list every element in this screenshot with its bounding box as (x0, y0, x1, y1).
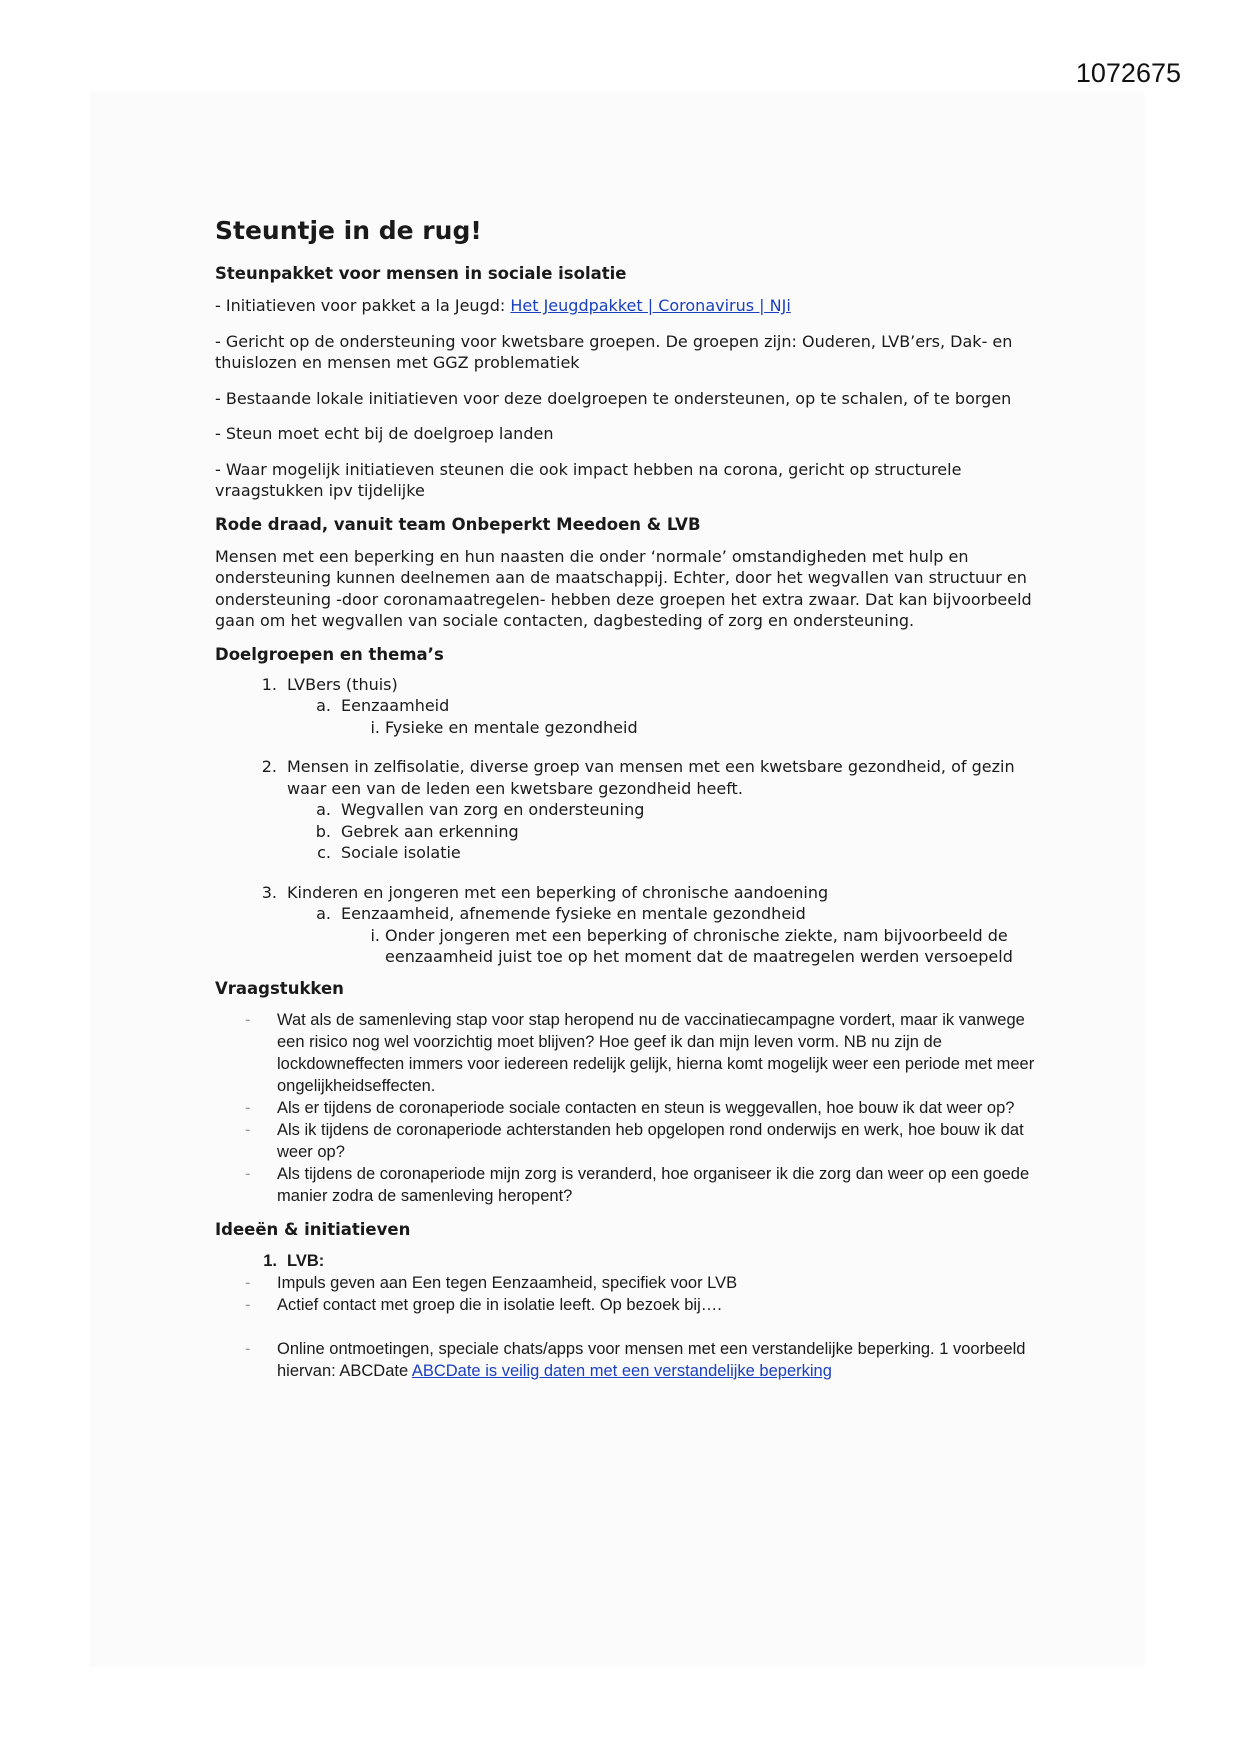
list-marker: 1. (263, 1251, 277, 1270)
list-marker: i. (370, 925, 380, 945)
heading-vraagstukken: Vraagstukken (215, 978, 344, 998)
list-marker: a. (316, 800, 331, 819)
list-dash: - (245, 1339, 251, 1358)
list-item (309, 903, 1045, 925)
list-item (309, 842, 1045, 864)
paragraph-gericht: - Gericht op de ondersteuning voor kwetsbare groepen. De groepen zijn: Ouderen, LVB’ers, Dak- en thuislozen en mensen met GGZ problematiek (215, 331, 1013, 372)
document-number: 1072675 (1075, 58, 1181, 88)
list-text: Onder jongeren met een beperking of chronische ziekte, nam bijvoorbeeld de eenzaamheid juist toe op het moment dat de maatregelen werden versoepeld (385, 925, 1013, 966)
list-item (245, 1009, 1045, 1097)
list-dash: - (245, 1120, 251, 1139)
heading-rode-draad: Rode draad, vanuit team Onbeperkt Meedoen & LVB (215, 514, 701, 534)
list-text: LVB: (287, 1251, 325, 1270)
list-dash: - (245, 1295, 251, 1314)
list-item (245, 1338, 1045, 1382)
list-text: Wegvallen van zorg en ondersteuning (341, 800, 645, 819)
paragraph-text: - Initiatieven voor pakket a la Jeugd: (215, 296, 511, 315)
list-dash: - (245, 1010, 251, 1029)
list-marker: 2. (261, 757, 277, 776)
list-marker: c. (317, 843, 331, 862)
heading-ideeen: Ideeën & initiatieven (215, 1219, 411, 1239)
list-text: Wat als de samenleving stap voor stap heropend nu de vaccinatiecampagne vordert, maar ik vanwege een risico nog wel voorzichtig moet blijven? Hoe geef ik dan mijn leven vorm. NB nu zijn de lockdowneffecten immers voor iedereen redelijk gelijk, hierna komt mogelijk weer een periode met meer ongelijkheidseffecten. (277, 1010, 1035, 1095)
list-text: Fysieke en mentale gezondheid (385, 717, 638, 737)
list-text: Als er tijdens de coronaperiode sociale contacten en steun is weggevallen, hoe bouw ik dat weer op? (277, 1098, 1015, 1117)
link-abcdate[interactable]: ABCDate is veilig daten met een verstandelijke beperking (411, 1361, 832, 1380)
paragraph-initiatieven (215, 295, 1045, 317)
list-text: Gebrek aan erkenning (341, 821, 519, 841)
list-text: Als ik tijdens de coronaperiode achterstanden heb opgelopen rond onderwijs en werk, hoe bouw ik dat weer op? (277, 1120, 1024, 1161)
list-item (365, 717, 1045, 739)
list-item (245, 1097, 1045, 1119)
list-dash: - (245, 1164, 251, 1183)
list-item (365, 925, 1045, 968)
list-item (245, 756, 1045, 799)
list-dash: - (245, 1098, 251, 1117)
link-jeugdpakket[interactable]: Het Jeugdpakket | Coronavirus | NJi (510, 296, 791, 315)
list-text: Kinderen en jongeren met een beperking of chronische aandoening (287, 882, 829, 902)
list-marker: i. (370, 717, 380, 737)
list-text: Impuls geven aan Een tegen Eenzaamheid, specifiek voor LVB (277, 1273, 738, 1292)
list-marker: 1. (261, 674, 277, 694)
list-text (277, 1338, 1045, 1382)
page-title: Steuntje in de rug! (215, 216, 482, 245)
list-text: Als tijdens de coronaperiode mijn zorg is veranderd, hoe organiseer ik die zorg dan weer op een goede manier zodra de samenleving heropent? (277, 1164, 1030, 1205)
list-marker: b. (315, 821, 331, 841)
paragraph-steun: - Steun moet echt bij de doelgroep landen (215, 424, 554, 443)
list-item (245, 1119, 1045, 1163)
list-item (245, 1250, 1045, 1272)
list-item (245, 1294, 1045, 1316)
heading-steunpakket: Steunpakket voor mensen in sociale isolatie (215, 264, 627, 283)
heading-doelgroepen: Doelgroepen en thema’s (215, 644, 444, 664)
list-text: LVBers (thuis) (287, 674, 398, 694)
list-item (309, 799, 1045, 821)
paragraph-bestaande: - Bestaande lokale initiatieven voor deze doelgroepen te ondersteunen, op te schalen, of te borgen (215, 388, 1012, 408)
list-text: Eenzaamheid (341, 696, 450, 715)
list-item (245, 1272, 1045, 1294)
list-item (309, 695, 1045, 717)
list-text-prefix: Online ontmoetingen, speciale chats/apps voor mensen met een verstandelijke beperking. 1 voorbeeld hiervan: ABCDate (277, 1339, 1026, 1380)
list-marker: 3. (261, 882, 277, 902)
list-text: Mensen in zelfisolatie, diverse groep van mensen met een kwetsbare gezondheid, of gezin waar een van de leden een kwetsbare gezondheid heeft. (287, 757, 1015, 798)
list-item (309, 821, 1045, 843)
list-item (245, 1163, 1045, 1207)
list-marker: a. (316, 696, 331, 715)
list-text: Sociale isolatie (341, 843, 461, 862)
list-text: Eenzaamheid, afnemende fysieke en mentale gezondheid (341, 904, 806, 923)
paragraph-rode-draad: Mensen met een beperking en hun naasten die onder ‘normale’ omstandigheden met hulp en ondersteuning kunnen deelnemen aan de maatschappij. Echter, door het wegvallen van structuur en ondersteuning -door coronamaatregelen- hebben deze groepen het extra zwaar. Dat kan bijvoorbeeld gaan om het wegvallen van sociale contacten, dagbesteding of zorg en ondersteuning. (215, 546, 1032, 630)
list-marker: a. (316, 904, 331, 923)
list-item (245, 882, 1045, 904)
list-text: Actief contact met groep die in isolatie leeft. Op bezoek bij…. (277, 1295, 722, 1314)
paragraph-waar-mogelijk: - Waar mogelijk initiatieven steunen die ook impact hebben na corona, gericht op structurele vraagstukken ipv tijdelijke (215, 459, 962, 500)
list-dash: - (245, 1273, 251, 1292)
list-item (245, 674, 1045, 696)
document-body (215, 215, 1045, 1382)
